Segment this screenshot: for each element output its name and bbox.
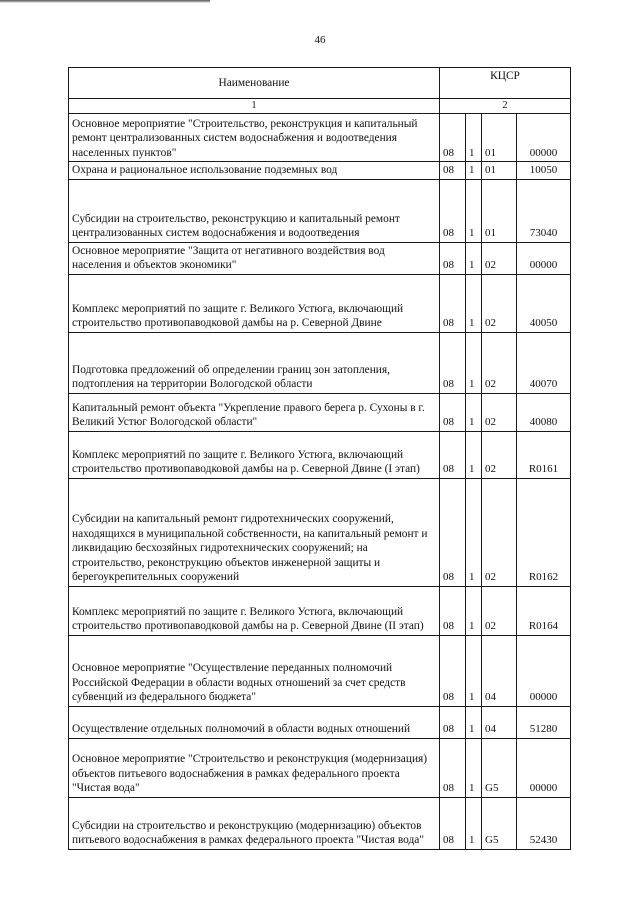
row-name: Основное мероприятие "Строительство, реконструкция и капитальный ремонт централизованных систем водоснабжения и водоотведения населенных пунктов" bbox=[69, 114, 440, 162]
table-row bbox=[69, 738, 571, 797]
table-row bbox=[69, 242, 571, 274]
kcsr-program: 08 bbox=[440, 478, 466, 586]
table-row bbox=[69, 797, 571, 849]
budget-table bbox=[68, 67, 571, 850]
kcsr-event: 04 bbox=[482, 635, 517, 706]
kcsr-direction: 51280 bbox=[517, 706, 571, 738]
kcsr-direction: R0162 bbox=[517, 478, 571, 586]
page-number: 46 bbox=[314, 34, 326, 46]
kcsr-direction: R0161 bbox=[517, 431, 571, 478]
kcsr-direction: 73040 bbox=[517, 179, 571, 242]
kcsr-event: 02 bbox=[482, 431, 517, 478]
scan-edge-line bbox=[0, 0, 210, 3]
table-row bbox=[69, 179, 571, 242]
kcsr-direction: 40070 bbox=[517, 332, 571, 393]
kcsr-subprogram: 1 bbox=[466, 478, 482, 586]
kcsr-subprogram: 1 bbox=[466, 706, 482, 738]
kcsr-subprogram: 1 bbox=[466, 635, 482, 706]
kcsr-subprogram: 1 bbox=[466, 586, 482, 635]
kcsr-event: 02 bbox=[482, 274, 517, 332]
kcsr-subprogram: 1 bbox=[466, 738, 482, 797]
row-name: Осуществление отдельных полномочий в области водных отношений bbox=[69, 706, 440, 738]
kcsr-event: G5 bbox=[482, 797, 517, 849]
row-name: Охрана и рациональное использование подземных вод bbox=[69, 162, 440, 180]
kcsr-direction: 40080 bbox=[517, 393, 571, 431]
kcsr-program: 08 bbox=[440, 706, 466, 738]
kcsr-event: 02 bbox=[482, 393, 517, 431]
kcsr-subprogram: 1 bbox=[466, 797, 482, 849]
table-row bbox=[69, 393, 571, 431]
kcsr-event: 02 bbox=[482, 242, 517, 274]
kcsr-event: 02 bbox=[482, 586, 517, 635]
row-name: Основное мероприятие "Защита от негативного воздействия вод населения и объектов экономики" bbox=[69, 242, 440, 274]
row-name: Основное мероприятие "Осуществление переданных полномочий Российской Федерации в области водных отношений за счет средств субвенций из федерального бюджета" bbox=[69, 635, 440, 706]
kcsr-subprogram: 1 bbox=[466, 179, 482, 242]
kcsr-event: 01 bbox=[482, 179, 517, 242]
kcsr-subprogram: 1 bbox=[466, 114, 482, 162]
kcsr-program: 08 bbox=[440, 162, 466, 180]
kcsr-direction: 00000 bbox=[517, 738, 571, 797]
kcsr-program: 08 bbox=[440, 586, 466, 635]
row-name: Субсидии на капитальный ремонт гидротехнических сооружений, находящихся в муниципальной собственности, на капитальный ремонт и ликвидацию бесхозяйных гидротехнических сооружений; на строительство, реконструкцию объектов инженерной защиты и берегоукрепительных сооружений bbox=[69, 478, 440, 586]
table-row bbox=[69, 706, 571, 738]
column-number-1: 1 bbox=[69, 99, 440, 114]
kcsr-event: 01 bbox=[482, 114, 517, 162]
header-name: Наименование bbox=[69, 68, 440, 99]
kcsr-program: 08 bbox=[440, 797, 466, 849]
table-row bbox=[69, 478, 571, 586]
kcsr-program: 08 bbox=[440, 738, 466, 797]
header-kcsr: КЦСР bbox=[440, 68, 571, 99]
table-row bbox=[69, 635, 571, 706]
kcsr-program: 08 bbox=[440, 274, 466, 332]
kcsr-program: 08 bbox=[440, 431, 466, 478]
kcsr-direction: 52430 bbox=[517, 797, 571, 849]
kcsr-program: 08 bbox=[440, 114, 466, 162]
kcsr-event: G5 bbox=[482, 738, 517, 797]
table-body bbox=[69, 114, 571, 850]
table-row bbox=[69, 332, 571, 393]
table-row bbox=[69, 162, 571, 180]
kcsr-event: 02 bbox=[482, 478, 517, 586]
kcsr-event: 02 bbox=[482, 332, 517, 393]
kcsr-program: 08 bbox=[440, 393, 466, 431]
kcsr-subprogram: 1 bbox=[466, 162, 482, 180]
kcsr-direction: 00000 bbox=[517, 635, 571, 706]
kcsr-program: 08 bbox=[440, 635, 466, 706]
row-name: Основное мероприятие "Строительство и реконструкция (модернизация) объектов питьевого водоснабжения в рамках федерального проекта "Чистая вода" bbox=[69, 738, 440, 797]
table-row bbox=[69, 114, 571, 162]
table-row bbox=[69, 431, 571, 478]
kcsr-program: 08 bbox=[440, 242, 466, 274]
kcsr-subprogram: 1 bbox=[466, 393, 482, 431]
row-name: Капитальный ремонт объекта "Укрепление правого берега р. Сухоны в г. Великий Устюг Вологодской области" bbox=[69, 393, 440, 431]
row-name: Субсидии на строительство, реконструкцию и капитальный ремонт централизованных систем водоснабжения и водоотведения bbox=[69, 179, 440, 242]
table-row bbox=[69, 586, 571, 635]
header-row bbox=[69, 68, 571, 99]
kcsr-subprogram: 1 bbox=[466, 431, 482, 478]
kcsr-subprogram: 1 bbox=[466, 274, 482, 332]
kcsr-subprogram: 1 bbox=[466, 332, 482, 393]
row-name: Комплекс мероприятий по защите г. Великого Устюга, включающий строительство противопаводковой дамбы на р. Северной Двине (I этап) bbox=[69, 431, 440, 478]
kcsr-direction: 00000 bbox=[517, 242, 571, 274]
kcsr-event: 04 bbox=[482, 706, 517, 738]
row-name: Комплекс мероприятий по защите г. Великого Устюга, включающий строительство противопаводковой дамбы на р. Северной Двине bbox=[69, 274, 440, 332]
kcsr-direction: 40050 bbox=[517, 274, 571, 332]
row-name: Подготовка предложений об определении границ зон затопления, подтопления на территории Вологодской области bbox=[69, 332, 440, 393]
kcsr-program: 08 bbox=[440, 179, 466, 242]
column-number-2: 2 bbox=[440, 99, 571, 114]
kcsr-direction: 10050 bbox=[517, 162, 571, 180]
row-name: Субсидии на строительство и реконструкцию (модернизацию) объектов питьевого водоснабжения в рамках федерального проекта "Чистая вода" bbox=[69, 797, 440, 849]
kcsr-subprogram: 1 bbox=[466, 242, 482, 274]
kcsr-direction: R0164 bbox=[517, 586, 571, 635]
kcsr-direction: 00000 bbox=[517, 114, 571, 162]
kcsr-program: 08 bbox=[440, 332, 466, 393]
row-name: Комплекс мероприятий по защите г. Великого Устюга, включающий строительство противопаводковой дамбы на р. Северной Двине (II этап) bbox=[69, 586, 440, 635]
column-number-row bbox=[69, 99, 571, 114]
table-row bbox=[69, 274, 571, 332]
kcsr-event: 01 bbox=[482, 162, 517, 180]
